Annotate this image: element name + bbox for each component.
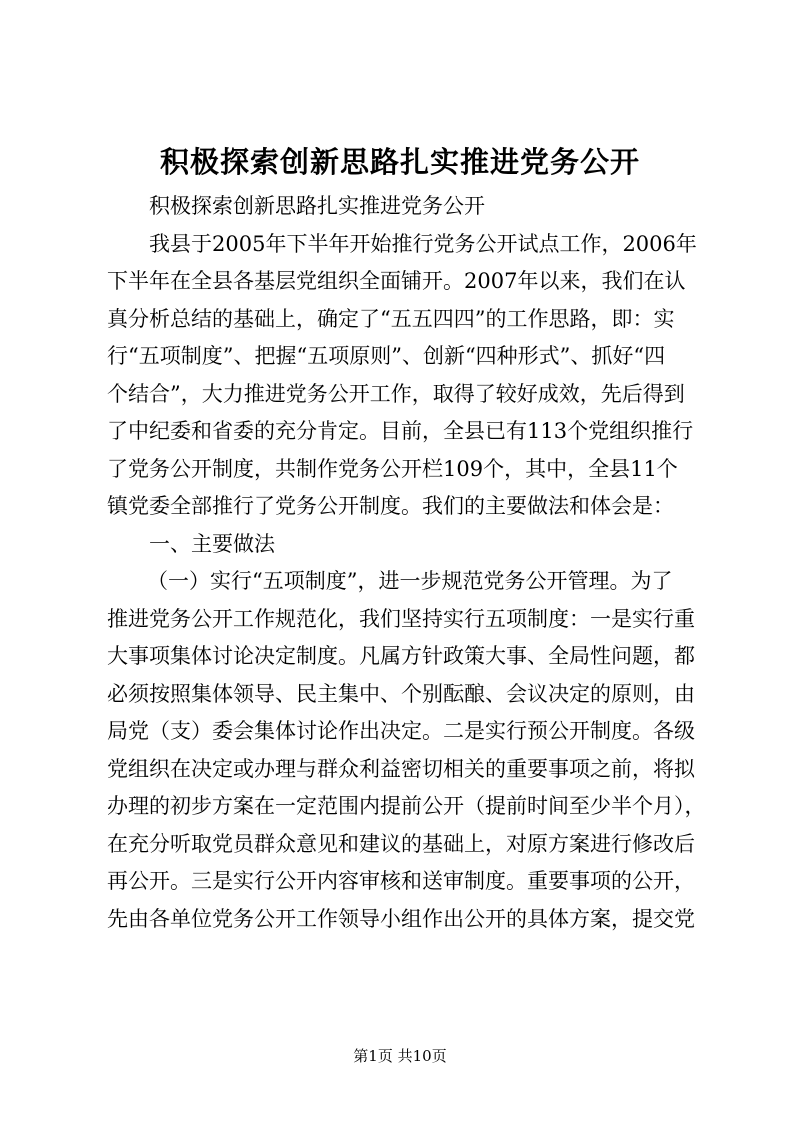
document-body bbox=[107, 188, 706, 938]
paragraph-line: 我县于2005年下半年开始推行党务公开试点工作，2006年 bbox=[149, 231, 697, 256]
paragraph-line: 行“五项制度”、把握“五项原则”、创新“四种形式”、抓好“四 bbox=[107, 344, 666, 368]
subtitle-line: 积极探索创新思路扎实推进党务公开 bbox=[149, 194, 485, 218]
paragraph-line: 在充分听取党员群众意见和建议的基础上，对原方案进行修改后 bbox=[107, 831, 695, 856]
paragraph-line: 先由各单位党务公开工作领导小组作出公开的具体方案，提交党 bbox=[107, 906, 695, 931]
section-heading: 一、主要做法 bbox=[149, 531, 275, 556]
paragraph-line: 党组织在决定或办理与群众利益密切相关的重要事项之前，将拟 bbox=[107, 756, 695, 781]
paragraph-line: 必须按照集体领导、民主集中、个别酝酿、会议决定的原则，由 bbox=[107, 681, 695, 706]
paragraph-line: 再公开。三是实行公开内容审核和送审制度。重要事项的公开， bbox=[107, 869, 695, 893]
paragraph-line: 了中纪委和省委的充分肯定。目前，全县已有113个党组织推行 bbox=[107, 419, 694, 443]
paragraph-line: 办理的初步方案在一定范围内提前公开（提前时间至少半个月）， bbox=[107, 794, 706, 818]
paragraph-line: 推进党务公开工作规范化，我们坚持实行五项制度：一是实行重 bbox=[107, 606, 695, 631]
page-number-footer: 第1页 共10页 bbox=[353, 1047, 447, 1065]
paragraph-line: （一）实行“五项制度”，进一步规范党务公开管理。为了 bbox=[147, 569, 673, 593]
document-title: 积极探索创新思路扎实推进党务公开 bbox=[159, 145, 640, 179]
paragraph-line: 了党务公开制度，共制作党务公开栏109个，其中，全县11个 bbox=[107, 456, 678, 481]
paragraph-line: 局党（支）委会集体讨论作出决定。二是实行预公开制度。各级 bbox=[107, 719, 695, 743]
paragraph-line: 镇党委全部推行了党务公开制度。我们的主要做法和体会是： bbox=[107, 494, 674, 518]
paragraph-line: 下半年在全县各基层党组织全面铺开。2007年以来，我们在认 bbox=[107, 269, 686, 293]
paragraph-line: 真分析总结的基础上，确定了“五五四四”的工作思路，即：实 bbox=[107, 306, 675, 331]
paragraph-line: 个结合”，大力推进党务公开工作，取得了较好成效，先后得到 bbox=[107, 381, 685, 406]
paragraph-line: 大事项集体讨论决定制度。凡属方针政策大事、全局性问题，都 bbox=[107, 644, 695, 668]
